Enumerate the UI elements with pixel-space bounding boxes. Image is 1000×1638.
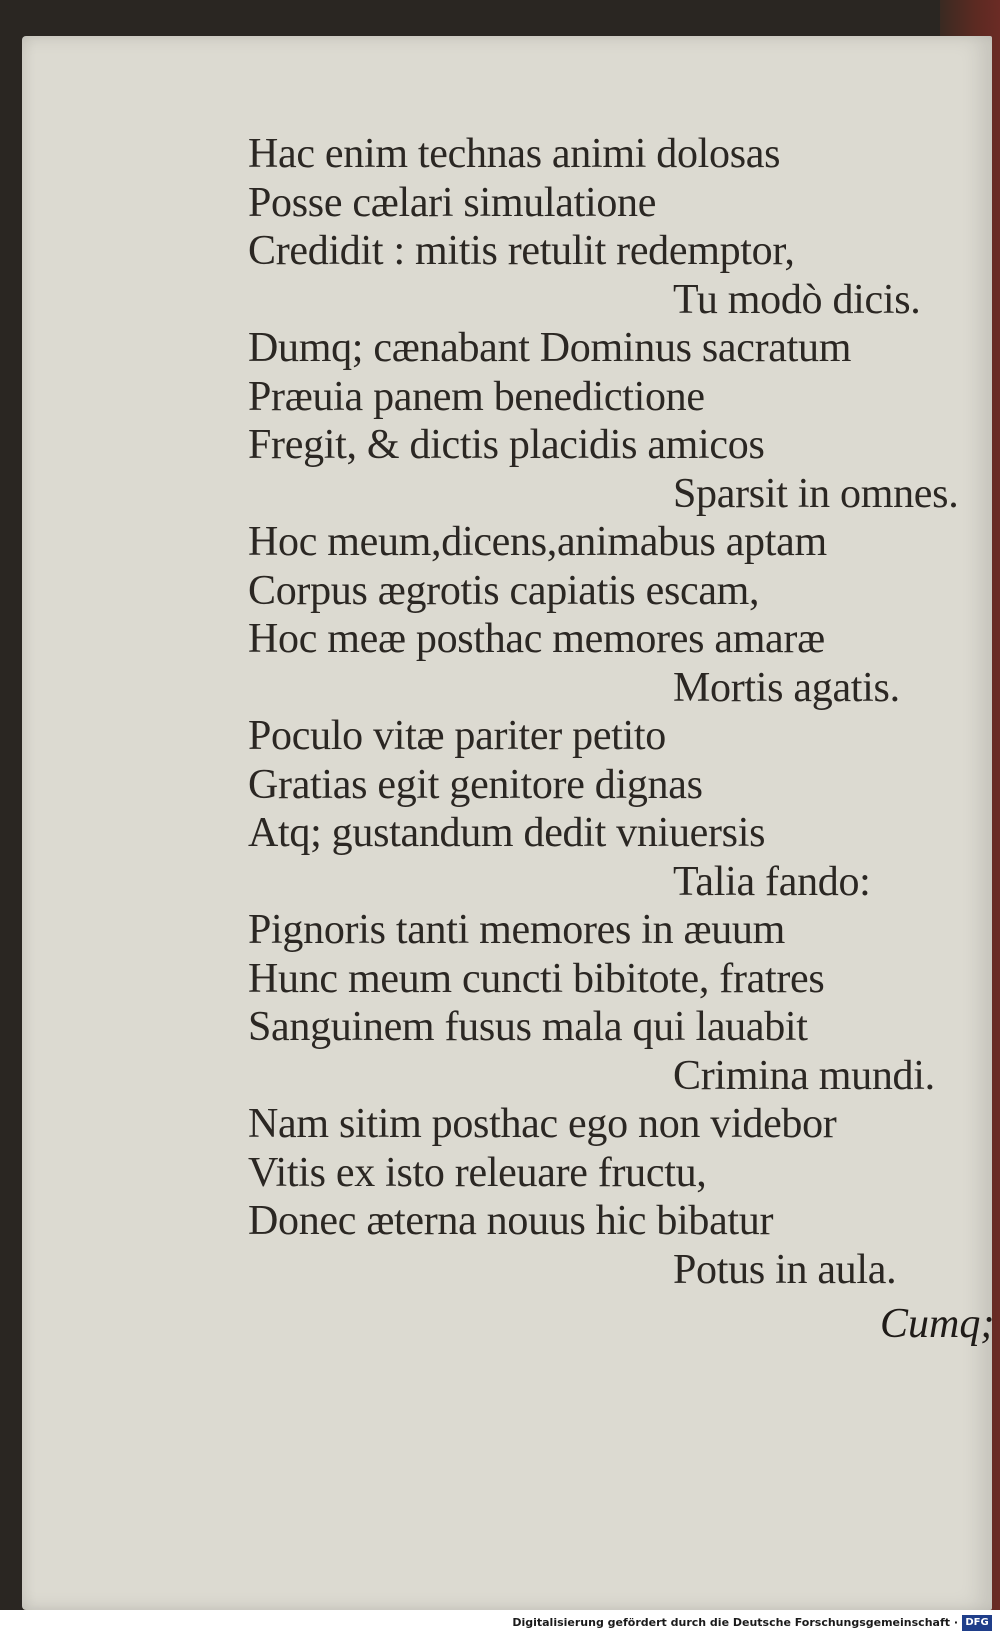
verse-line: Vitis ex isto releuare fructu, [248, 1149, 707, 1196]
verse-line: Fregit, & dictis placidis amicos [248, 422, 765, 468]
refrain-line: Talia fando: [673, 858, 871, 905]
verse-line: Gratias egit genitore dignas [248, 761, 703, 808]
verse-line: Hac enim technas animi dolosas [248, 131, 781, 177]
poem-text [248, 130, 988, 1294]
footer-credit: Digitalisierung gefördert durch die Deutsche Forschungsgemeinschaft · [512, 1616, 958, 1629]
verse-line: Hoc meum,dicens,animabus aptam [248, 519, 827, 565]
footer-bar [0, 1610, 1000, 1638]
verse-line: Præuia panem benedictione [248, 373, 705, 420]
verse-line: Credidit : mitis retulit redemptor, [248, 228, 795, 274]
verse-line: Dumq; cænabant Dominus sacratum [248, 325, 852, 371]
refrain-line: Sparsit in omnes. [673, 470, 959, 517]
verse-line: Nam sitim posthac ego non videbor [248, 1101, 837, 1147]
verse-line: Pignoris tanti memores in æuum [248, 907, 785, 953]
catchword: Cumq; [880, 1301, 995, 1347]
refrain-line: Potus in aula. [673, 1246, 897, 1293]
refrain-line: Crimina mundi. [673, 1052, 935, 1099]
verse-line: Hunc meum cuncti bibitote, fratres [248, 955, 825, 1002]
verse-line: Donec æterna nouus hic bibatur [248, 1198, 774, 1244]
verse-line: Atq; gustandum dedit vniuersis [248, 810, 766, 856]
verse-line: Poculo vitæ pariter petito [248, 713, 666, 759]
refrain-line: Tu modò dicis. [673, 276, 921, 323]
verse-line: Sanguinem fusus mala qui lauabit [248, 1004, 808, 1050]
verse-line: Corpus ægrotis capiatis escam, [248, 567, 760, 614]
verse-line: Hoc meæ posthac memores amaræ [248, 616, 825, 662]
dfg-logo-icon: DFG [962, 1615, 992, 1631]
refrain-line: Mortis agatis. [673, 664, 900, 711]
verse-line: Posse cælari simulatione [248, 179, 657, 226]
